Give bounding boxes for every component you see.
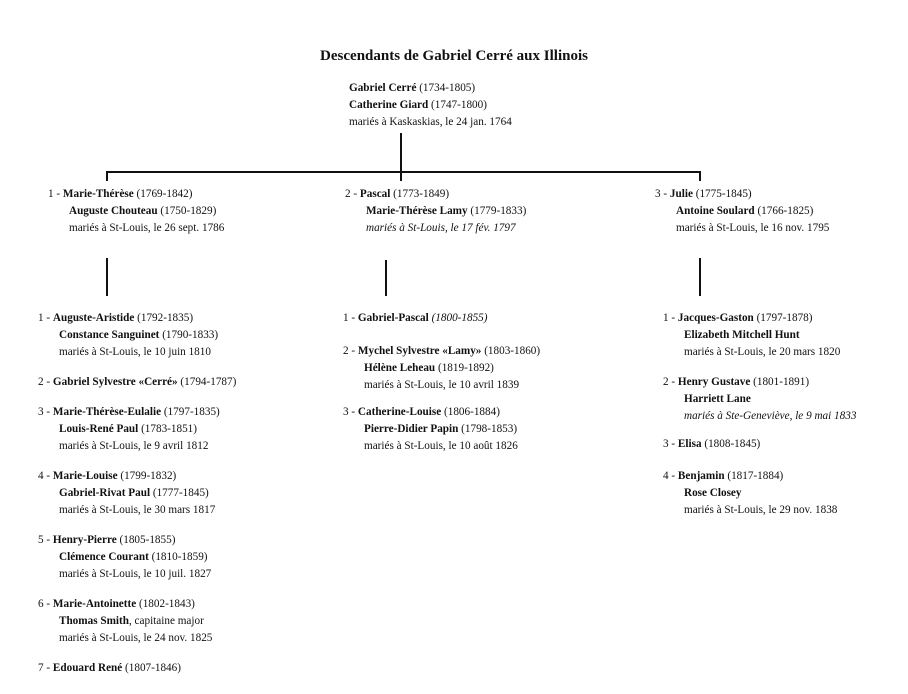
genealogy-text: mariés à St-Louis, le 20 mars 1820 — [684, 346, 841, 358]
genealogy-text: 4 - — [38, 470, 51, 482]
root-name-1: Gabriel Cerré — [349, 82, 417, 94]
genealogy-text: 6 - — [38, 598, 51, 610]
genealogy-text: Edouard René — [52, 662, 123, 674]
root-dates-1: (1734-1805) — [419, 82, 476, 94]
genealogy-text: 2 - — [38, 376, 51, 388]
genealogy-text: mariés à St-Louis, le 29 nov. 1838 — [684, 504, 838, 516]
grandchild-1-5 — [38, 532, 211, 583]
entry-line — [38, 532, 211, 549]
entry-line — [38, 549, 211, 566]
entry-line — [663, 436, 760, 453]
entry-line — [48, 203, 224, 220]
genealogy-text: (1797-1878) — [756, 312, 813, 324]
entry-line — [655, 186, 829, 203]
genealogy-text: Clémence Courant — [59, 551, 149, 563]
genealogy-text: (1819-1892) — [437, 362, 494, 374]
genealogy-text: (1794-1787) — [180, 376, 237, 388]
genealogy-text: 5 - — [38, 534, 51, 546]
entry-line — [663, 374, 856, 391]
entry-line — [343, 310, 488, 327]
grandchild-2-3 — [343, 404, 518, 455]
genealogy-text: mariés à St-Louis, le 10 août 1826 — [364, 440, 518, 452]
genealogy-text: 3 - — [343, 406, 356, 418]
genealogy-text: 7 - — [38, 662, 51, 674]
grandchild-3-4 — [663, 468, 837, 519]
genealogy-text: 2 - — [663, 376, 676, 388]
entry-line — [38, 374, 236, 391]
entry-line — [38, 660, 181, 677]
child-3-descendant-line — [699, 258, 701, 296]
child-spouse-dates: (1750-1829) — [160, 205, 217, 217]
entry-line — [38, 310, 218, 327]
entry-line — [663, 327, 840, 344]
grandchild-1-1 — [38, 310, 218, 361]
entry-line — [343, 404, 518, 421]
children-connector — [106, 171, 700, 173]
entry-line — [38, 404, 220, 421]
genealogy-text: Henry-Pierre — [52, 534, 117, 546]
grandchild-1-2 — [38, 374, 236, 391]
genealogy-text: (1802-1843) — [138, 598, 195, 610]
genealogy-text: 1 - — [663, 312, 676, 324]
genealogy-text: (1783-1851) — [141, 423, 197, 435]
genealogy-text: (1817-1884) — [727, 470, 784, 482]
entry-line — [655, 203, 829, 220]
genealogy-text: 1 - — [343, 312, 356, 324]
genealogy-text: (1777-1845) — [152, 487, 209, 499]
genealogy-text: (1799-1832) — [120, 470, 177, 482]
entry-line — [38, 596, 212, 613]
genealogy-text: mariés à Ste-Geneviève, le 9 mai 1833 — [684, 410, 857, 422]
child-name: Julie — [669, 188, 693, 200]
child-2-descendant-line — [385, 260, 387, 296]
child-3 — [655, 186, 829, 237]
genealogy-text: (1792-1835) — [137, 312, 194, 324]
grandchild-3-1 — [663, 310, 840, 361]
root-marriage: mariés à Kaskaskias, le 24 jan. 1764 — [349, 116, 512, 128]
genealogy-text: Gabriel-Rivat Paul — [59, 487, 151, 499]
entry-line — [349, 97, 512, 114]
entry-line — [663, 310, 840, 327]
genealogy-text: Henry Gustave — [677, 376, 751, 388]
root-connector — [400, 133, 402, 171]
child-2 — [345, 186, 526, 237]
genealogy-text: (1801-1891) — [753, 376, 810, 388]
entry-line — [38, 613, 212, 630]
entry-line — [343, 360, 540, 377]
child-1-drop — [106, 171, 108, 181]
genealogy-text: (1803-1860) — [484, 345, 541, 357]
entry-line — [345, 203, 526, 220]
genealogy-text: Elisa — [677, 438, 702, 450]
genealogy-text: Catherine-Louise — [357, 406, 442, 418]
genealogy-text: Auguste-Aristide — [52, 312, 135, 324]
genealogy-text: Marie-Louise — [52, 470, 118, 482]
child-dates: (1775-1845) — [695, 188, 752, 200]
genealogy-text: Louis-René Paul — [59, 423, 139, 435]
genealogy-text: mariés à St-Louis, le 24 nov. 1825 — [59, 632, 213, 644]
genealogy-text: (1798-1853) — [461, 423, 518, 435]
grandchild-1-6 — [38, 596, 212, 647]
genealogy-text: 3 - — [663, 438, 676, 450]
genealogy-text: Constance Sanguinet — [59, 329, 160, 341]
child-dates: (1773-1849) — [393, 188, 450, 200]
entry-line — [663, 485, 837, 502]
genealogy-text: (1807-1846) — [125, 662, 181, 674]
grandchild-2-2 — [343, 343, 540, 394]
genealogy-text: Elizabeth Mitchell Hunt — [684, 329, 800, 341]
genealogy-text: Mychel Sylvestre «Lamy» — [357, 345, 482, 357]
child-spouse: Auguste Chouteau — [69, 205, 158, 217]
entry-line — [48, 186, 224, 203]
root-dates-2: (1747-1800) — [431, 99, 487, 111]
child-marriage: mariés à St-Louis, le 16 nov. 1795 — [676, 222, 830, 234]
genealogy-text: (1808-1845) — [704, 438, 761, 450]
genealogy-text: 1 - — [38, 312, 51, 324]
genealogy-text: (1797-1835) — [163, 406, 220, 418]
child-num: 2 - — [345, 188, 358, 200]
genealogy-text: Gabriel Sylvestre «Cerré» — [52, 376, 178, 388]
genealogy-text: Rose Closey — [684, 487, 742, 499]
genealogy-text: (1800-1855) — [431, 312, 488, 324]
genealogy-text: (1790-1833) — [162, 329, 219, 341]
child-marriage: mariés à St-Louis, le 17 fév. 1797 — [366, 222, 516, 234]
grandchild-2-1 — [343, 310, 488, 327]
child-spouse: Marie-Thérèse Lamy — [366, 205, 468, 217]
child-name: Marie-Thérèse — [62, 188, 134, 200]
genealogy-text: Marie-Antoinette — [52, 598, 137, 610]
genealogy-text: , capitaine major — [128, 615, 204, 627]
genealogy-text: mariés à St-Louis, le 10 juil. 1827 — [59, 568, 212, 580]
entry-line — [38, 485, 215, 502]
entry-line — [38, 327, 218, 344]
grandchild-1-4 — [38, 468, 215, 519]
root-name-2: Catherine Giard — [349, 99, 429, 111]
entry-line — [663, 468, 837, 485]
entry-line — [343, 343, 540, 360]
genealogy-text: 2 - — [343, 345, 356, 357]
entry-line — [345, 186, 526, 203]
child-3-drop — [699, 171, 701, 181]
chart-title: Descendants de Gabriel Cerré aux Illinois — [320, 48, 588, 64]
genealogy-text: (1806-1884) — [444, 406, 500, 418]
child-2-drop — [400, 171, 402, 181]
grandchild-3-3 — [663, 436, 760, 453]
genealogy-text: mariés à St-Louis, le 9 avril 1812 — [59, 440, 209, 452]
genealogy-text: 4 - — [663, 470, 676, 482]
genealogy-text: Gabriel-Pascal — [357, 312, 429, 324]
entry-line — [343, 421, 518, 438]
grandchild-1-3 — [38, 404, 220, 455]
child-1-descendant-line — [106, 258, 108, 296]
genealogy-text: (1810-1859) — [151, 551, 208, 563]
child-spouse-dates: (1779-1833) — [470, 205, 527, 217]
child-num: 3 - — [655, 188, 668, 200]
genealogy-text: Marie-Thérèse-Eulalie — [52, 406, 162, 418]
entry-line — [38, 421, 220, 438]
genealogy-text: Harriett Lane — [684, 393, 751, 405]
genealogy-text: Hélène Leheau — [364, 362, 436, 374]
root-couple — [349, 80, 512, 131]
grandchild-3-2 — [663, 374, 856, 425]
child-spouse: Antoine Soulard — [676, 205, 755, 217]
grandchild-1-7 — [38, 660, 181, 677]
genealogy-text: Thomas Smith — [59, 615, 129, 627]
child-name: Pascal — [359, 188, 391, 200]
entry-line — [663, 391, 856, 408]
child-dates: (1769-1842) — [136, 188, 193, 200]
genealogy-text: Jacques-Gaston — [677, 312, 754, 324]
genealogy-text: mariés à St-Louis, le 10 juin 1810 — [59, 346, 211, 358]
entry-line — [38, 468, 215, 485]
genealogy-text: mariés à St-Louis, le 30 mars 1817 — [59, 504, 216, 516]
genealogy-text: Pierre-Didier Papin — [364, 423, 459, 435]
child-spouse-dates: (1766-1825) — [757, 205, 814, 217]
child-num: 1 - — [48, 188, 61, 200]
child-marriage: mariés à St-Louis, le 26 sept. 1786 — [69, 222, 225, 234]
child-1 — [48, 186, 224, 237]
genealogy-text: mariés à St-Louis, le 10 avril 1839 — [364, 379, 520, 391]
genealogy-text: 3 - — [38, 406, 51, 418]
genealogy-text: (1805-1855) — [119, 534, 176, 546]
genealogy-text: Benjamin — [677, 470, 725, 482]
entry-line — [349, 80, 512, 97]
